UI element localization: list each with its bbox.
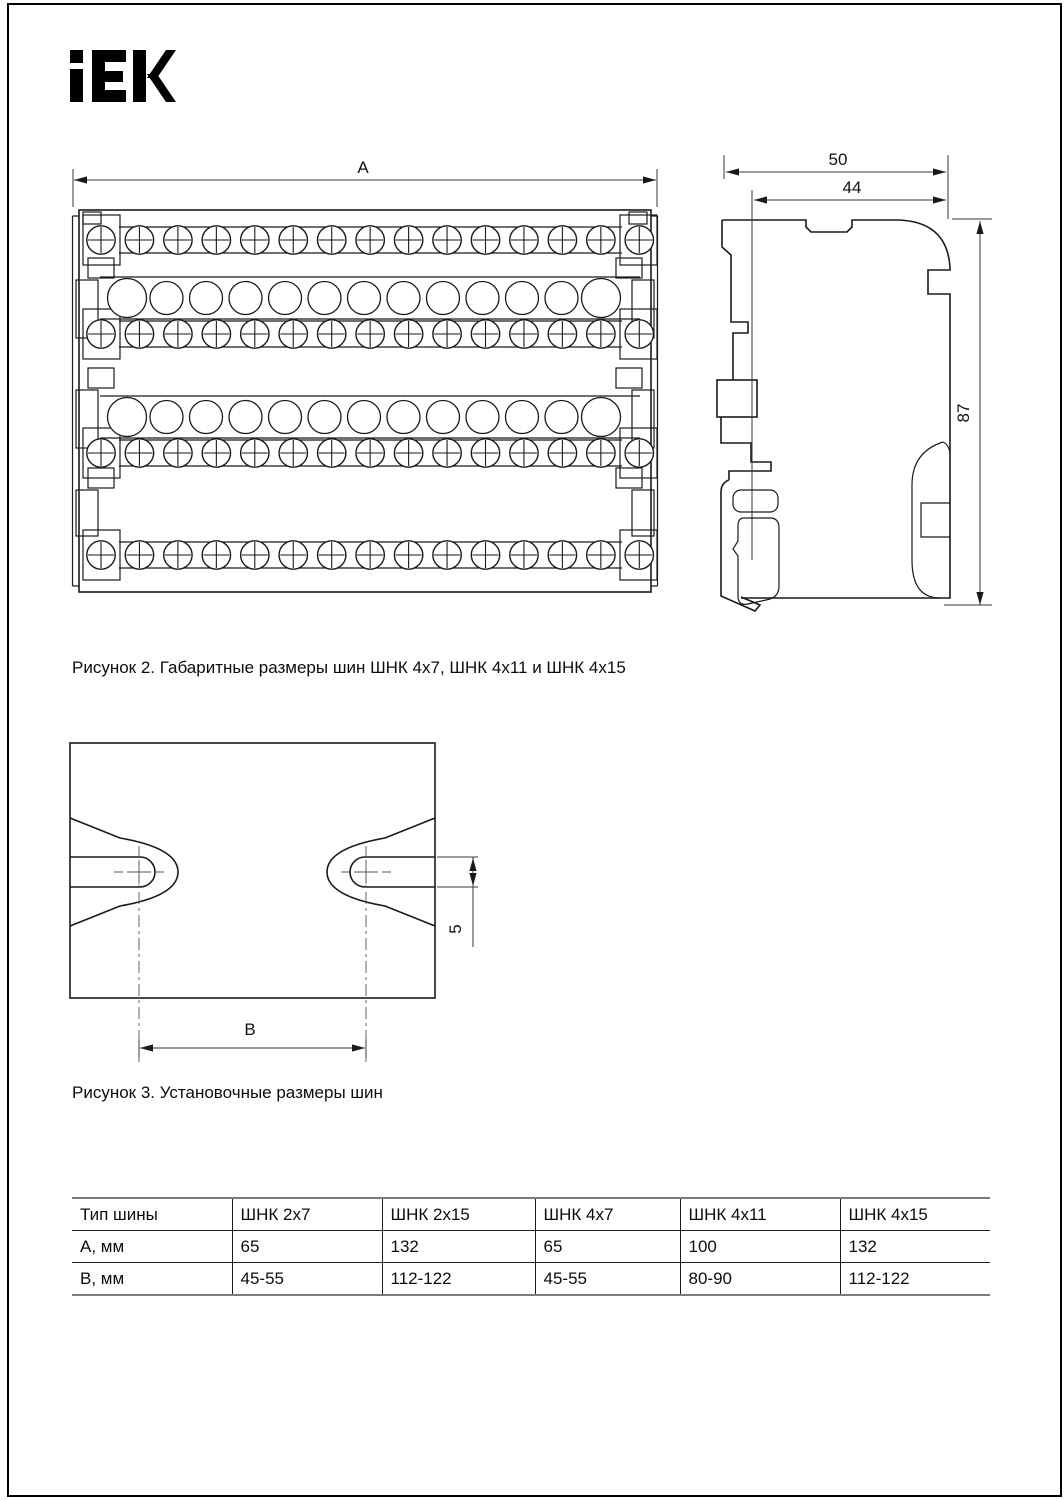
wire-hole — [506, 282, 539, 315]
table-row — [72, 1231, 990, 1263]
dim-A-label: A — [357, 158, 369, 177]
dimension-50 — [724, 150, 948, 219]
wire-hole — [308, 282, 341, 315]
cell: 132 — [840, 1231, 990, 1263]
screw-row — [83, 530, 657, 580]
table-row — [72, 1263, 990, 1296]
screw-row — [83, 428, 657, 478]
dim-50-label: 50 — [828, 150, 848, 169]
front-view — [73, 158, 658, 592]
dimension-arrow — [469, 873, 476, 886]
figure2-caption: Рисунок 2. Габаритные размеры шин ШНК 4х7, ШНК 4х11 и ШНК 4х15 — [72, 658, 626, 677]
wire-hole — [387, 282, 420, 315]
wire-hole — [348, 282, 381, 315]
figure3-caption: Рисунок 3. Установочные размеры шин — [72, 1083, 383, 1102]
dimension-arrow — [469, 858, 476, 871]
dimension-arrow — [643, 176, 656, 183]
figure3-drawing — [60, 735, 500, 1070]
side-view — [717, 150, 992, 611]
iek-logo-glyphs — [70, 50, 176, 102]
end-bracket-steps — [76, 212, 654, 536]
wire-hole — [387, 401, 420, 434]
dimension-arrow — [352, 1044, 365, 1051]
dimension-arrow — [976, 221, 983, 234]
column-header: ШНК 4х15 — [840, 1198, 990, 1231]
wire-hole-row — [100, 396, 640, 438]
column-header: ШНК 2х15 — [382, 1198, 535, 1231]
wire-hole — [108, 398, 147, 437]
wire-hole — [229, 282, 262, 315]
wire-hole — [582, 398, 621, 437]
figure2-drawing — [60, 140, 1010, 635]
dimension-arrow — [726, 168, 739, 175]
column-header: Тип шины — [80, 1204, 158, 1224]
column-header: ШНК 4х11 — [680, 1198, 840, 1231]
wire-hole — [348, 401, 381, 434]
column-header: ШНК 4х7 — [535, 1198, 680, 1231]
table-header-row — [72, 1198, 990, 1231]
row-label: В, мм — [80, 1268, 125, 1288]
cell: 112-122 — [840, 1263, 990, 1296]
dimension-arrow — [933, 168, 946, 175]
wire-hole — [427, 282, 460, 315]
iek-logo — [70, 50, 176, 102]
terminal-rows — [83, 215, 657, 580]
dim-B-label: B — [244, 1020, 256, 1039]
dimension-A — [73, 158, 657, 207]
wire-hole — [545, 282, 578, 315]
wire-hole — [269, 401, 302, 434]
wire-hole-row — [100, 277, 640, 319]
cell: 45-55 — [535, 1263, 680, 1296]
dim-87-label: 87 — [954, 403, 973, 423]
dimension-87 — [944, 219, 992, 605]
wire-hole — [150, 282, 183, 315]
dimension-arrow — [754, 196, 767, 203]
screw-row — [83, 309, 657, 359]
dim-5-label: 5 — [446, 924, 465, 934]
cell: 80-90 — [680, 1263, 840, 1296]
left-mount-slot — [70, 818, 178, 1062]
dimension-44 — [754, 178, 946, 200]
wire-hole — [427, 401, 460, 434]
dimension-arrow — [933, 196, 946, 203]
wire-hole — [582, 279, 621, 318]
wire-hole — [308, 401, 341, 434]
wire-hole — [190, 282, 223, 315]
wire-hole — [150, 401, 183, 434]
wire-hole — [506, 401, 539, 434]
dimension-arrow — [74, 176, 87, 183]
cell: 45-55 — [232, 1263, 382, 1296]
cell: 112-122 — [382, 1263, 535, 1296]
wire-hole — [545, 401, 578, 434]
wire-hole — [229, 401, 262, 434]
wire-hole — [466, 282, 499, 315]
right-mount-slot — [327, 818, 435, 1062]
dim-44-label: 44 — [842, 178, 862, 197]
cell: 100 — [680, 1231, 840, 1263]
row-label: А, мм — [80, 1236, 125, 1256]
screw-row — [83, 215, 657, 265]
wire-hole — [269, 282, 302, 315]
wire-hole — [108, 279, 147, 318]
cell: 65 — [535, 1231, 680, 1263]
dimension-B — [139, 1020, 366, 1058]
dimension-arrow — [140, 1044, 153, 1051]
wire-hole — [466, 401, 499, 434]
dimension-arrow — [976, 592, 983, 605]
dimensions-table — [72, 1197, 990, 1296]
cell: 65 — [232, 1231, 382, 1263]
wire-hole — [190, 401, 223, 434]
column-header: ШНК 2х7 — [232, 1198, 382, 1231]
cell: 132 — [382, 1231, 535, 1263]
